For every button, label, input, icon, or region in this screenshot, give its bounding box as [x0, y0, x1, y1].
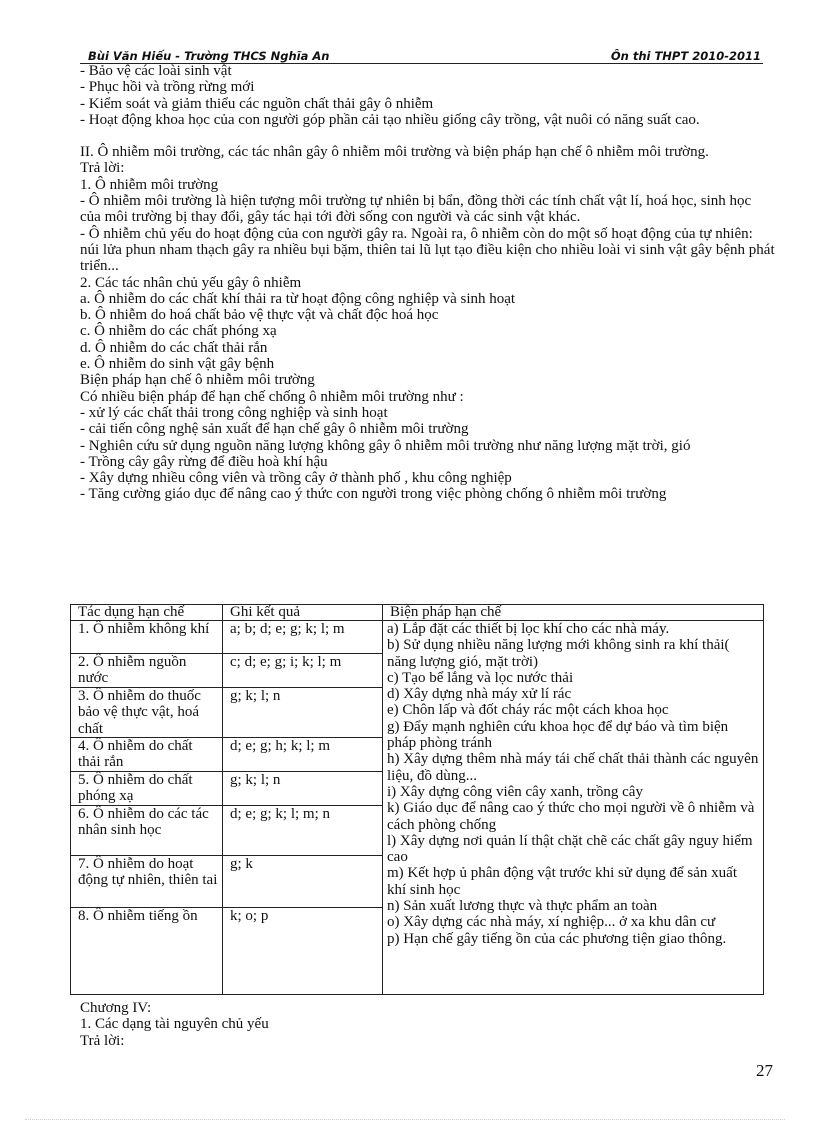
measures-cell: [383, 621, 764, 995]
question-heading: 1. Các dạng tài nguyên chủ yếu: [80, 1016, 269, 1033]
pollution-type-cell: 2. Ô nhiễm nguồn nước: [71, 654, 223, 688]
list-item: e. Ô nhiễm do sinh vật gây bệnh: [80, 356, 275, 373]
result-cell: d; e; g; h; k; l; m: [223, 738, 383, 772]
measure-item: a) Lắp đặt các thiết bị lọc khí cho các nhà máy.: [387, 621, 670, 637]
table-header-cell: Tác dụng hạn chế: [71, 605, 223, 621]
result-cell: k; o; p: [223, 908, 383, 995]
list-item: - Nghiên cứu sử dụng nguồn năng lượng không gây ô nhiễm môi trường như năng lượng mặt trời, gió: [80, 437, 691, 454]
pollution-type-cell: 3. Ô nhiễm do thuốc bảo vệ thực vật, hoá chất: [71, 688, 223, 738]
result-cell: g; k; l; n: [223, 688, 383, 738]
table-header-cell: Biện pháp hạn chế: [383, 605, 764, 621]
table-header-row: [71, 605, 764, 621]
measure-item: p) Hạn chế gây tiếng ồn của các phương tiện giao thông.: [387, 930, 727, 947]
pollution-type-cell: 6. Ô nhiễm do các tác nhân sinh học: [71, 806, 223, 856]
text-line: - Hoạt động khoa học của con người góp phần cải tạo nhiều giống cây trồng, vật nuôi có năng suất cao.: [80, 111, 700, 128]
text-line: - Phục hồi và trồng rừng mới: [80, 79, 255, 96]
pollution-type-cell: 7. Ô nhiễm do hoạt động tự nhiên, thiên tai: [71, 856, 223, 908]
pollution-measures-table: [70, 604, 764, 995]
pollution-type-cell: 4. Ô nhiễm do chất thải rắn: [71, 738, 223, 772]
text-line: Có nhiều biện pháp để hạn chế chống ô nhiễm môi trường như :: [80, 388, 464, 405]
result-cell: g; k; l; n: [223, 772, 383, 806]
measure-item: c) Tạo bể lắng và lọc nước thải: [387, 669, 574, 686]
page-bottom-divider: [25, 1119, 785, 1120]
list-item: - Xây dựng nhiều công viên và trồng cây ở thành phố , khu công nghiệp: [80, 470, 512, 487]
measure-item: d) Xây dựng nhà máy xử lí rác: [387, 686, 572, 703]
table-row: [71, 621, 764, 654]
header-author-school: Bùi Văn Hiếu - Trường THCS Nghĩa An: [88, 49, 330, 63]
header-exam-title: Ôn thi THPT 2010-2011: [610, 49, 761, 63]
subsection-heading: Biện pháp hạn chế ô nhiễm môi trường: [80, 372, 315, 389]
measure-item: l) Xây dựng nơi quản lí thật chặt chẽ các chất gây nguy hiểm cao: [387, 832, 753, 866]
table-header-cell: Ghi kết quả: [223, 605, 383, 621]
result-cell: c; d; e; g; i; k; l; m: [223, 654, 383, 688]
list-item: - cải tiến công nghệ sản xuất để hạn chế gây ô nhiễm môi trường: [80, 421, 469, 438]
measure-item: h) Xây dựng thêm nhà máy tái chế chất thải thành các nguyên liệu, đồ dùng...: [387, 751, 759, 784]
answer-label: Trả lời:: [80, 1032, 125, 1049]
list-item: - Trồng cây gây rừng để điều hoà khí hậu: [80, 453, 328, 470]
result-cell: a; b; d; e; g; k; l; m: [223, 621, 383, 654]
measure-item: b) Sử dụng nhiều năng lượng mới không sinh ra khí thải( năng lượng gió, mặt trời): [387, 637, 730, 670]
pollution-type-cell: 1. Ô nhiễm không khí: [71, 621, 223, 654]
measure-item: g) Đẩy mạnh nghiên cứu khoa học để dự báo và tìm biện pháp phòng tránh: [387, 718, 729, 752]
list-item: - Tăng cường giáo dục để nâng cao ý thức con người trong việc phòng chống ô nhiễm môi trường: [80, 486, 667, 503]
chapter-heading: Chương IV:: [80, 1000, 152, 1016]
result-cell: g; k: [223, 856, 383, 908]
subsection-heading: 1. Ô nhiễm môi trường: [80, 176, 219, 193]
measure-item: m) Kết hợp ủ phân động vật trước khi sử dụng để sản xuất khí sinh học: [387, 865, 737, 898]
answer-label: Trả lời:: [80, 160, 125, 177]
list-item: b. Ô nhiễm do hoá chất bảo vệ thực vật và chất độc hoá học: [80, 307, 439, 324]
text-line: - Ô nhiễm chủ yếu do hoạt động của con người gây ra. Ngoài ra, ô nhiễm còn do một số hoạt động của tự nhiên: núi lửa phun nham thạch gây ra nhiều bụi bặm, thiên tai lũ lụt tạo điều kiện cho nhiều loài vi sinh vật gây bệnh phát triển...: [80, 225, 775, 275]
measure-item: i) Xây dựng công viên cây xanh, trồng cây: [387, 783, 643, 800]
subsection-heading: 2. Các tác nhân chủ yếu gây ô nhiễm: [80, 274, 302, 291]
list-item: d. Ô nhiễm do các chất thải rắn: [80, 339, 268, 356]
pollution-type-cell: 5. Ô nhiễm do chất phóng xạ: [71, 772, 223, 806]
measure-item: e) Chôn lấp và đốt cháy rác một cách khoa học: [387, 702, 669, 719]
text-line: - Ô nhiễm môi trường là hiện tượng môi trường tự nhiên bị bẩn, đồng thời các tính chất vật lí, hoá học, sinh học của môi trường bị thay đổi, gây tác hại tới đời sống con người và các sinh vật khác.: [80, 193, 752, 226]
page-number: 27: [756, 1061, 773, 1080]
measure-item: k) Giáo dục để nâng cao ý thức cho mọi người về ô nhiễm và cách phòng chống: [387, 800, 755, 833]
page-header: [80, 47, 763, 64]
pollution-type-cell: 8. Ô nhiễm tiếng ồn: [71, 908, 223, 995]
document-body: [80, 63, 775, 503]
chapter-intro: [80, 1000, 770, 1049]
measure-item: o) Xây dựng các nhà máy, xí nghiệp... ở xa khu dân cư: [387, 914, 716, 931]
list-item: a. Ô nhiễm do các chất khí thải ra từ hoạt động công nghiệp và sinh hoạt: [80, 290, 516, 307]
text-line: - Kiểm soát và giảm thiểu các nguồn chất thải gây ô nhiễm: [80, 95, 434, 112]
list-item: - xử lý các chất thải trong công nghiệp và sinh hoạt: [80, 404, 388, 421]
text-line: - Bảo vệ các loài sinh vật: [80, 63, 232, 79]
result-cell: d; e; g; k; l; m; n: [223, 806, 383, 856]
measure-item: n) Sản xuất lương thực và thực phẩm an toàn: [387, 898, 658, 915]
list-item: c. Ô nhiễm do các chất phóng xạ: [80, 323, 277, 340]
section-heading: II. Ô nhiễm môi trường, các tác nhân gây ô nhiễm môi trường và biện pháp hạn chế ô nhiễm môi trường.: [80, 144, 709, 161]
